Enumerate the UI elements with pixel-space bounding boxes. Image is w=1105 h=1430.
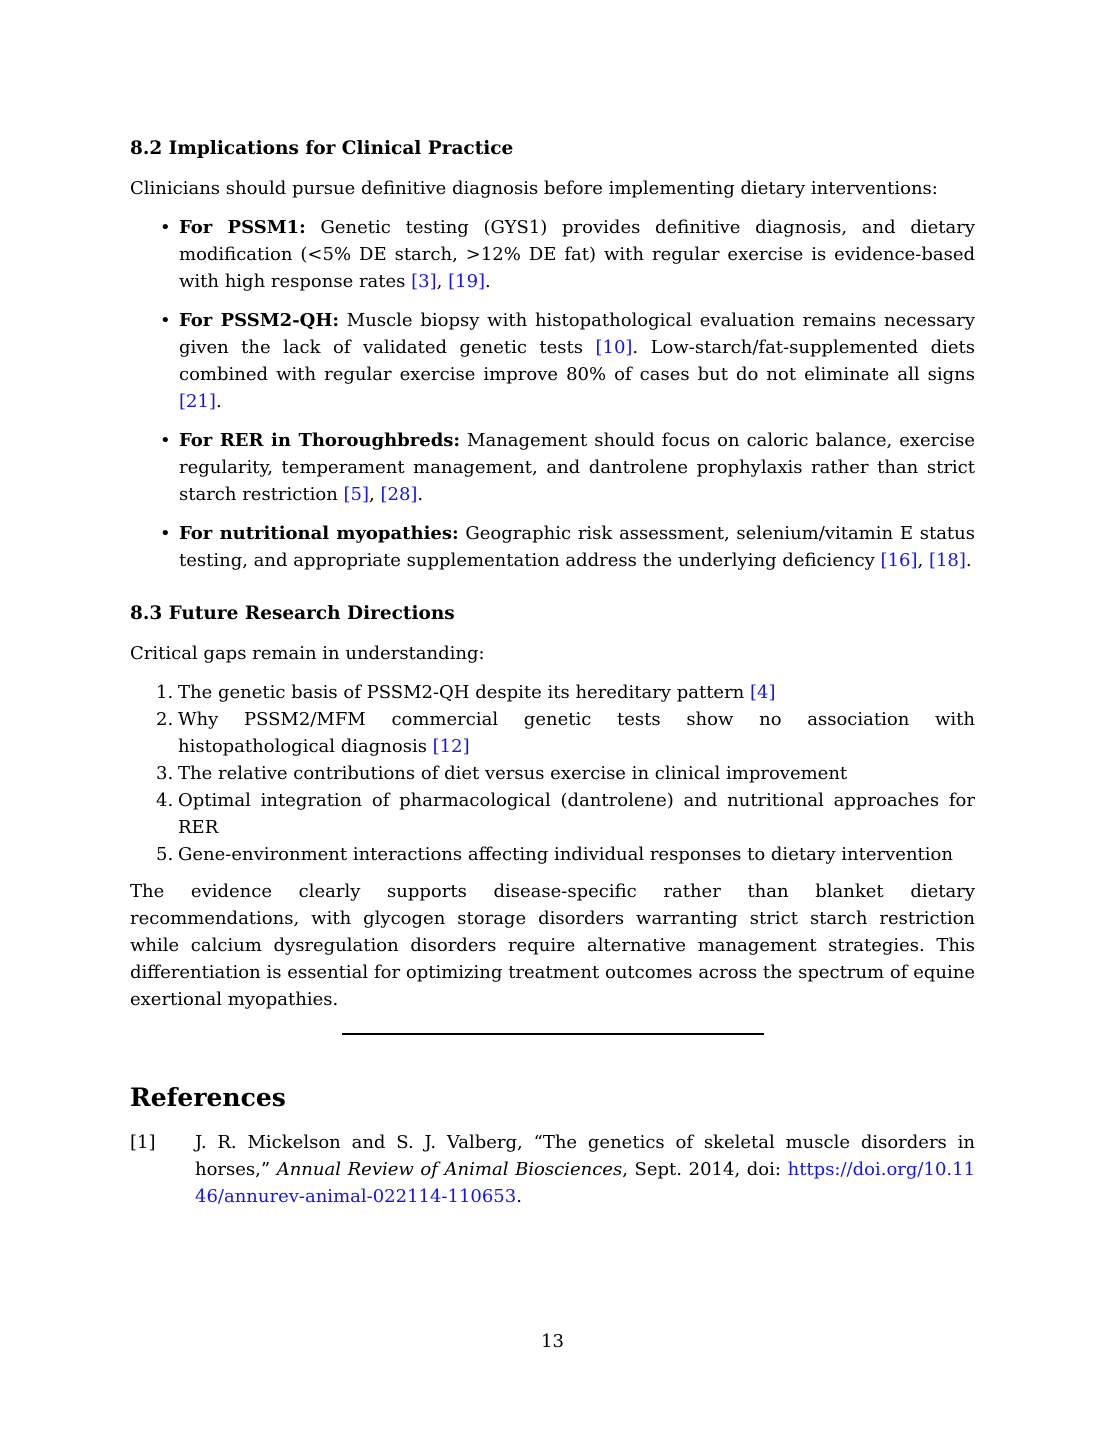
item-text [178,787,975,841]
bullet-body: Genetic testing (GYS1) provides definitive diagnosis, and dietary modification (<5% DE starch, >12% DE fat) with regular exercise is evidence-based with high response rates [179,217,975,292]
citation-link[interactable]: [5] [343,484,370,505]
citation-link[interactable]: [18] [928,550,966,571]
citation-link[interactable]: [4] [750,682,776,703]
item-body: The relative contributions of diet versus exercise in clinical improvement [178,763,848,784]
citation-link[interactable]: [16] [880,550,918,571]
doi-link[interactable]: https://doi.org/10.1146/annurev-animal-022114-110653 [195,1159,976,1207]
item-body: The genetic basis of PSSM2-QH despite its hereditary pattern [178,682,750,703]
bullet-body: Management should focus on caloric balance, exercise regularity, temperament management, and dantrolene prophylaxis rather than strict starch restriction [179,430,975,505]
bullet-item-rer [130,427,975,508]
bullet-lead: For RER in Thoroughbreds: [179,430,461,451]
bullet-list [130,214,975,574]
closing-paragraph: The evidence clearly supports disease-specific rather than blanket dietary recommendations, with glycogen storage disorders warranting strict starch restriction while calcium dysregulation disorders require alternative management strategies. This differentiation is essential for optimizing treatment outcomes across the spectrum of equine exertional myopathies. [130,881,975,1010]
bullet-body: . [417,484,424,505]
citation-link[interactable]: [12] [432,736,470,757]
item-number: 2. [156,709,174,730]
intro-paragraph-8-2: Clinicians should pursue definitive diagnosis before implementing dietary interventions: [130,178,938,199]
bullet-body: Geographic risk assessment, selenium/vitamin E status testing, and appropriate supplementation address the underlying deficiency [179,523,975,571]
numbered-item [130,706,975,760]
item-text [178,760,975,787]
item-text [178,841,975,868]
bullet-text [179,520,975,574]
section-heading-8-3: 8.3 Future Research Directions [130,603,455,624]
citation-link[interactable]: [28] [380,484,418,505]
citation-link[interactable]: [21] [179,391,216,412]
reference-text [195,1129,975,1210]
bullet-icon: • [160,523,171,544]
numbered-item [130,679,975,706]
numbered-list [130,679,975,868]
intro-paragraph-8-3: Critical gaps remain in understanding: [130,643,485,664]
item-number: 3. [156,763,174,784]
reference-date: , Sept. 2014, doi: [622,1159,788,1180]
item-body: Gene-environment interactions affecting individual responses to dietary intervention [178,844,953,865]
bullet-icon: • [160,430,171,451]
bullet-body: Muscle biopsy with histopathological evaluation remains necessary given the lack of validated genetic tests [179,310,975,358]
page-number: 13 [541,1331,564,1352]
bullet-lead: For PSSM1: [179,217,306,238]
item-text [178,706,975,760]
reference-authors-title: J. R. Mickelson and S. J. Valberg, “The genetics of skeletal muscle disorders in horses,” [195,1132,975,1180]
citation-link[interactable]: [19] [448,271,486,292]
bullet-icon: • [160,310,171,331]
bullet-lead: For PSSM2-QH: [179,310,340,331]
bullet-lead: For nutritional myopathies: [179,523,459,544]
bullet-text [179,214,975,295]
bullet-item-pssm2-qh [130,307,975,415]
section-heading-8-2: 8.2 Implications for Clinical Practice [130,138,514,159]
bullet-body: . Low-starch/fat-supplemented diets combined with regular exercise improve 80% of cases but do not eliminate all signs [179,337,975,385]
bullet-item-pssm1 [130,214,975,295]
bullet-text [179,427,975,508]
item-body: Optimal integration of pharmacological (dantrolene) and nutritional approaches for RER [178,790,975,838]
citation-link[interactable]: [10] [595,337,633,358]
references-heading: References [130,1083,286,1112]
item-text [178,679,975,706]
bullet-item-nutritional [130,520,975,574]
item-number: 4. [156,790,174,811]
citation-link[interactable]: [3] [411,271,437,292]
item-body: Why PSSM2/MFM commercial genetic tests show no association with histopathological diagnosis [178,709,975,757]
numbered-item [130,841,975,868]
bullet-body: . [485,271,491,292]
section-divider-rule [342,1033,764,1035]
bullet-body: , [436,271,449,292]
reference-period: . [516,1186,522,1207]
numbered-item [130,787,975,841]
item-number: 1. [156,682,174,703]
reference-entry [130,1129,975,1210]
bullet-body: , [369,484,381,505]
journal-name: Annual Review of Animal Biosciences [276,1159,623,1180]
item-number: 5. [156,844,174,865]
bullet-body: , [917,550,929,571]
reference-number: [1] [130,1132,156,1153]
numbered-item [130,760,975,787]
bullet-body: . [965,550,972,571]
bullet-icon: • [160,217,171,238]
bullet-text [179,307,975,415]
bullet-body: . [215,391,222,412]
